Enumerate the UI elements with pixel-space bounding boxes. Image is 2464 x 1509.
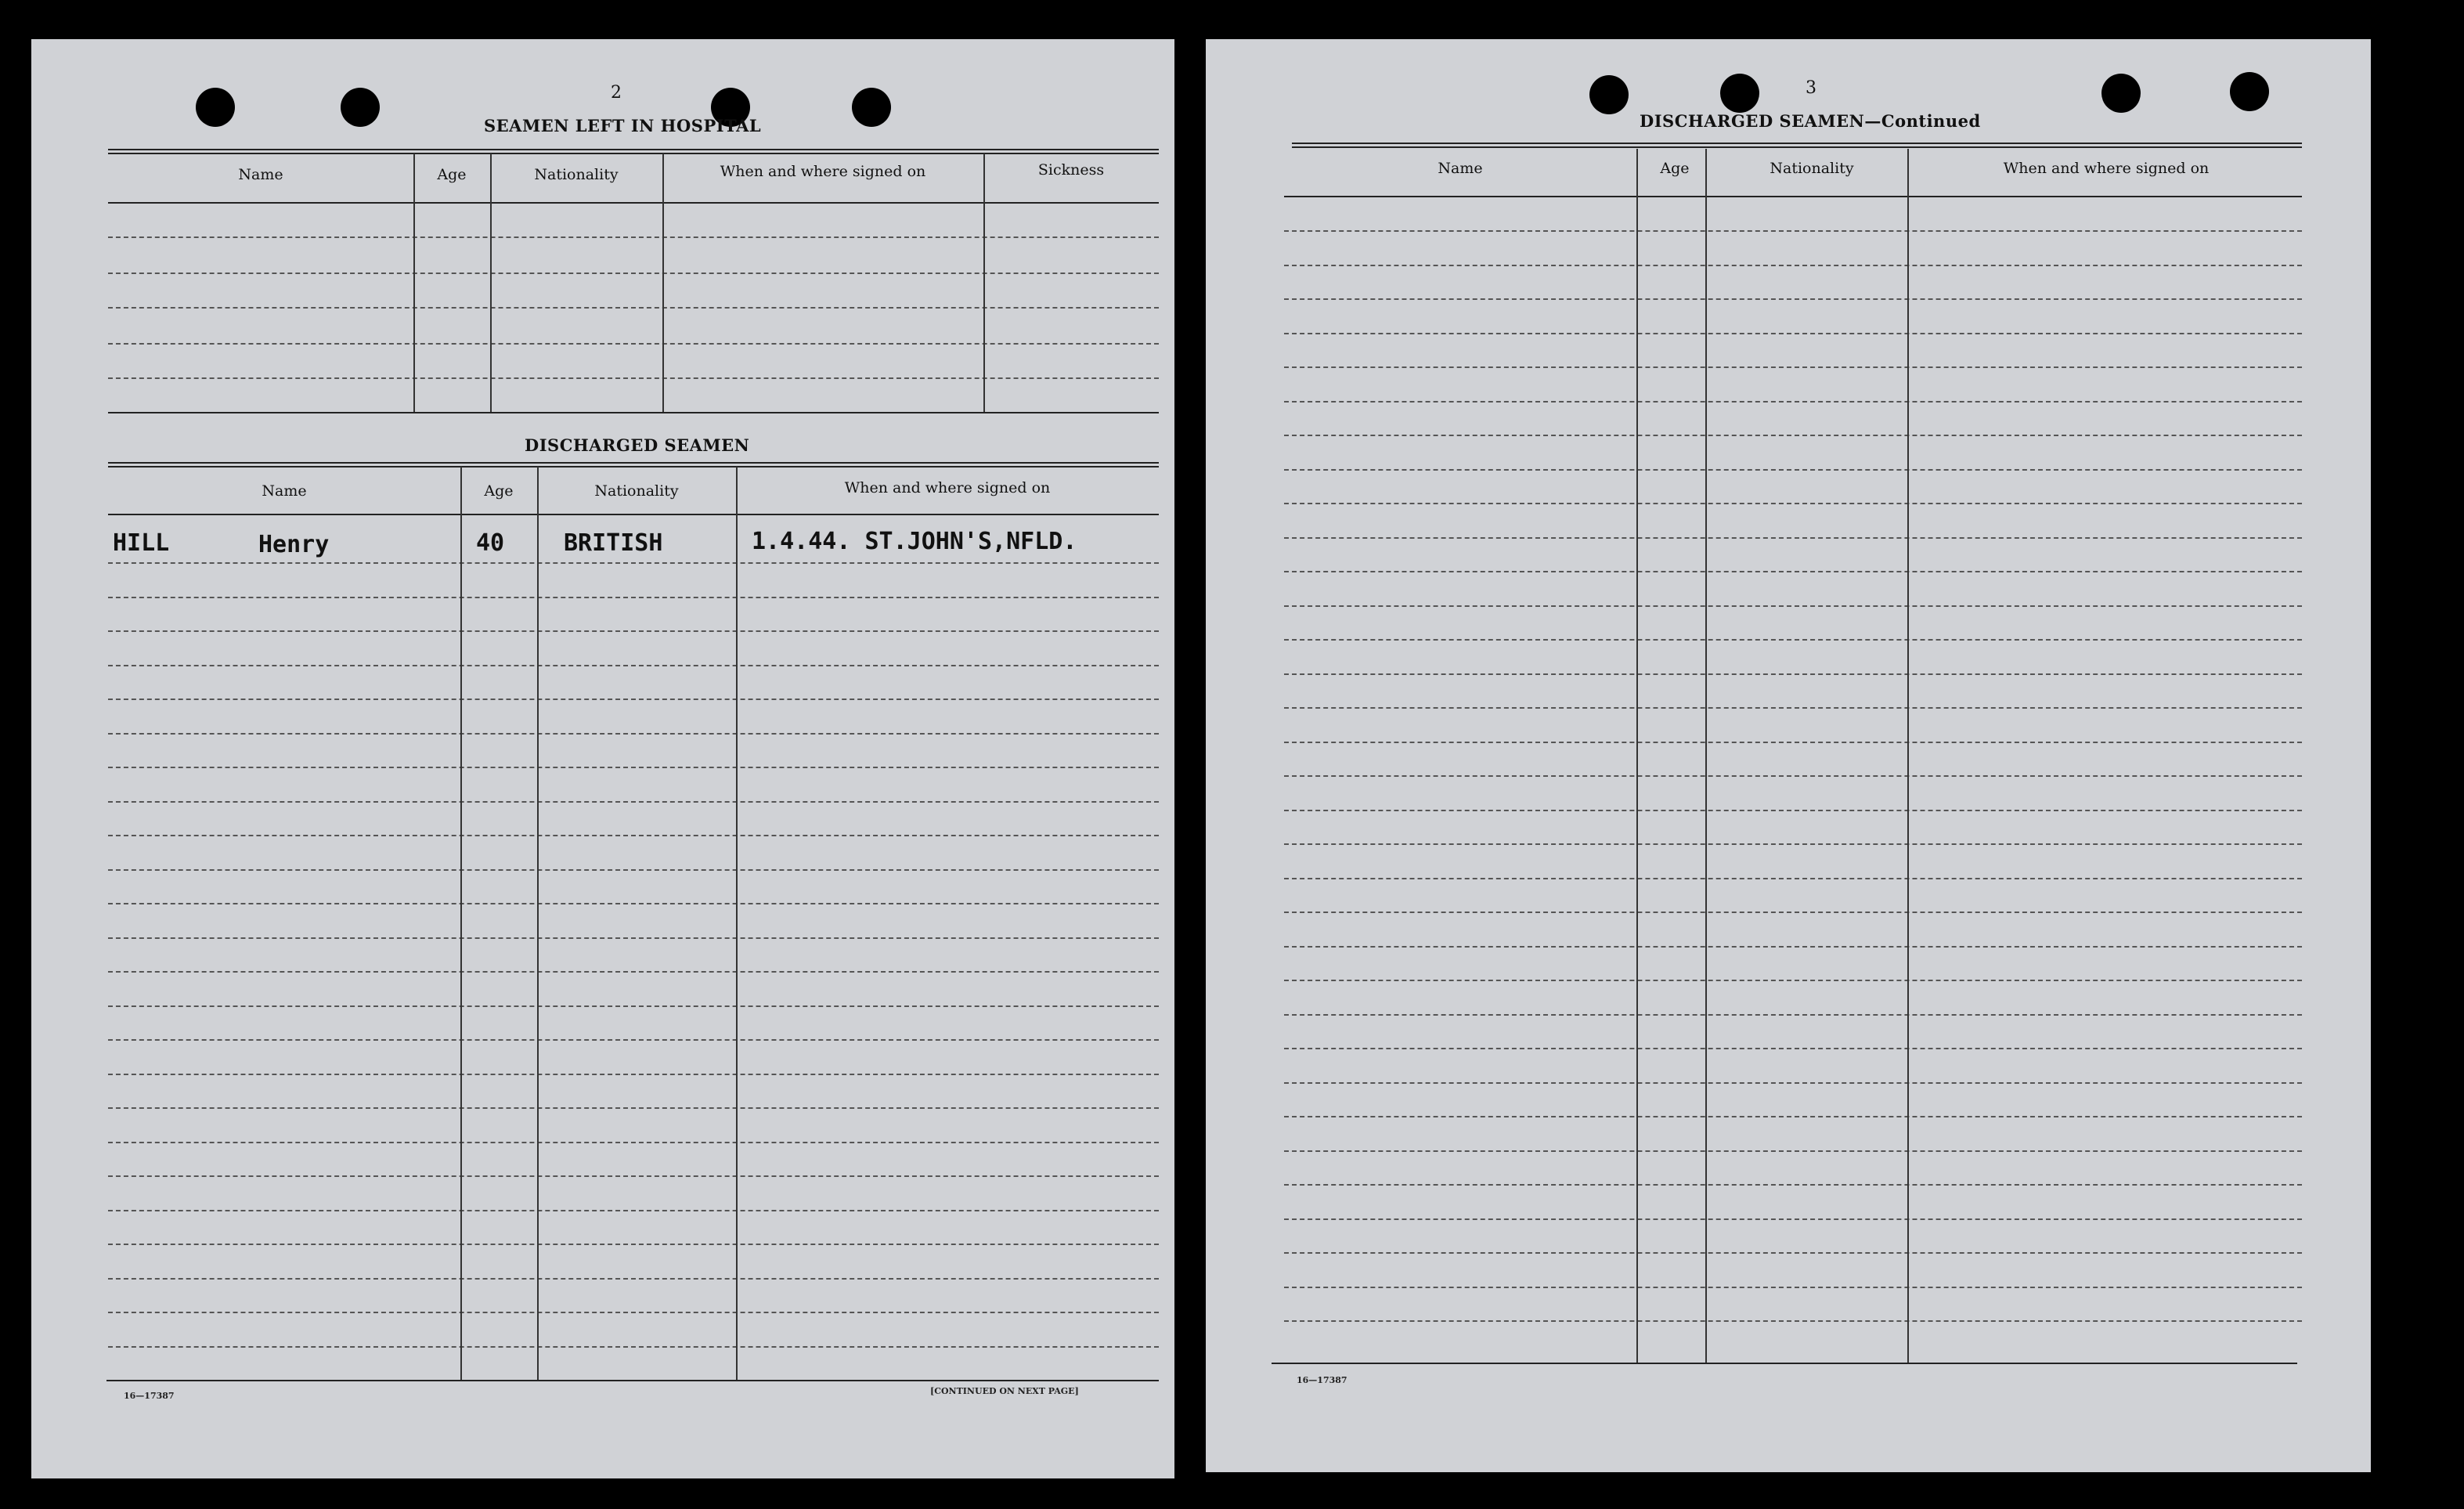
row-rule <box>108 767 1159 768</box>
row-rule <box>108 307 1159 309</box>
row-rule <box>1284 810 2302 811</box>
form-number: 16—17387 <box>1297 1375 1347 1385</box>
seaman-surname: HILL <box>113 529 170 557</box>
col-head-sickness: Sickness <box>1037 161 1105 179</box>
row-rule <box>108 801 1159 803</box>
row-rule <box>1284 571 2302 572</box>
row-rule <box>1284 503 2302 504</box>
row-rule <box>108 1142 1159 1143</box>
row-rule <box>1284 401 2302 403</box>
col-head-name: Name <box>262 482 307 500</box>
row-rule <box>108 1074 1159 1075</box>
row-rule <box>1284 673 2302 675</box>
col-head-nationality: Nationality <box>594 482 679 500</box>
col-rule <box>537 467 539 1380</box>
col-head-age: Age <box>1660 160 1690 177</box>
col-rule <box>1636 149 1638 1363</box>
row-rule <box>1284 435 2302 436</box>
row-rule <box>108 665 1159 666</box>
row-rule <box>1284 1082 2302 1084</box>
row-rule <box>1284 878 2302 879</box>
discharged-section-title: DISCHARGED SEAMEN <box>525 435 750 455</box>
section-title-continued: —Continued <box>1864 111 1981 131</box>
header-rule <box>1284 196 2302 197</box>
row-rule <box>108 937 1159 939</box>
col-head-age: Age <box>484 482 514 500</box>
row-rule <box>1284 333 2302 334</box>
section-title-main: DISCHARGED SEAMEN <box>1640 111 1865 131</box>
row-rule <box>1284 707 2302 709</box>
col-rule <box>983 153 985 412</box>
row-rule <box>1284 843 2302 845</box>
table-bottom-rule <box>106 1380 1159 1381</box>
row-rule <box>108 1210 1159 1211</box>
col-head-nationality: Nationality <box>534 166 619 183</box>
col-head-name: Name <box>1438 160 1483 177</box>
right-page <box>1206 39 2371 1472</box>
row-rule <box>108 273 1159 274</box>
row-rule <box>1284 366 2302 368</box>
row-rule <box>1284 1048 2302 1049</box>
row-rule <box>1284 469 2302 471</box>
table-bottom-rule <box>1272 1363 2297 1364</box>
row-rule <box>108 343 1159 345</box>
row-rule <box>1284 605 2302 607</box>
row-rule <box>108 903 1159 904</box>
punch-hole <box>2101 74 2141 113</box>
punch-hole <box>1589 75 1629 114</box>
col-rule <box>490 153 492 412</box>
continued-note: [CONTINUED ON NEXT PAGE] <box>930 1386 1079 1396</box>
col-head-nationality: Nationality <box>1770 160 1854 177</box>
page-number: 2 <box>611 83 622 103</box>
row-rule <box>108 630 1159 632</box>
punch-hole <box>852 88 891 127</box>
header-rule <box>108 514 1159 515</box>
header-rule <box>108 202 1159 204</box>
col-rule <box>460 467 462 1380</box>
row-rule <box>108 733 1159 735</box>
col-rule <box>662 153 664 412</box>
row-rule <box>108 1244 1159 1245</box>
row-rule <box>108 377 1159 379</box>
row-rule <box>108 597 1159 598</box>
row-rule <box>1284 639 2302 641</box>
col-head-name: Name <box>238 166 283 183</box>
table-top-rule <box>1292 143 2302 148</box>
section-title <box>1640 111 1981 131</box>
row-rule <box>1284 537 2302 539</box>
row-rule <box>108 1107 1159 1109</box>
row-rule <box>1284 265 2302 266</box>
seaman-age: 40 <box>476 529 505 557</box>
col-head-signed-on: When and where signed on <box>720 163 926 180</box>
row-rule <box>1284 298 2302 300</box>
punch-hole <box>196 88 235 127</box>
seaman-nationality: BRITISH <box>564 529 663 557</box>
seaman-signed-on: 1.4.44. ST.JOHN'S,NFLD. <box>752 528 1077 555</box>
row-rule <box>108 869 1159 871</box>
form-number: 16—17387 <box>124 1391 175 1401</box>
col-rule <box>1705 149 1707 1363</box>
page-number: 3 <box>1806 78 1816 98</box>
table-bottom-rule <box>108 412 1159 413</box>
row-rule <box>108 699 1159 700</box>
col-rule <box>413 153 415 412</box>
hospital-section-title: SEAMEN LEFT IN HOSPITAL <box>484 116 762 135</box>
row-rule <box>108 1175 1159 1177</box>
punch-hole <box>2230 72 2269 111</box>
table-top-rule <box>108 149 1159 154</box>
seaman-given-name: Henry <box>258 531 330 558</box>
row-rule <box>108 1346 1159 1348</box>
row-rule <box>1284 1116 2302 1117</box>
row-rule <box>1284 946 2302 948</box>
row-rule <box>1284 980 2302 981</box>
row-rule <box>1284 1150 2302 1152</box>
row-rule <box>1284 1218 2302 1220</box>
row-rule <box>108 1039 1159 1041</box>
row-rule <box>108 236 1159 238</box>
row-rule <box>108 971 1159 973</box>
row-rule <box>1284 1014 2302 1016</box>
row-rule <box>1284 742 2302 743</box>
col-rule <box>736 467 738 1380</box>
punch-hole <box>341 88 380 127</box>
punch-hole <box>1720 74 1759 113</box>
row-rule <box>108 835 1159 836</box>
row-rule <box>1284 912 2302 913</box>
row-rule <box>1284 1184 2302 1186</box>
left-page <box>31 39 1174 1478</box>
row-rule <box>1284 1287 2302 1288</box>
row-rule <box>108 1278 1159 1280</box>
row-rule <box>1284 775 2302 777</box>
col-head-age: Age <box>437 166 467 183</box>
col-rule <box>1907 149 1909 1363</box>
col-head-signed-on: When and where signed on <box>844 479 1051 496</box>
row-rule <box>108 562 1159 564</box>
row-rule <box>108 1312 1159 1313</box>
table-top-rule <box>108 462 1159 468</box>
row-rule <box>1284 1320 2302 1322</box>
row-rule <box>1284 230 2302 232</box>
col-head-signed-on: When and where signed on <box>2003 160 2210 177</box>
row-rule <box>108 1005 1159 1007</box>
row-rule <box>1284 1252 2302 1254</box>
